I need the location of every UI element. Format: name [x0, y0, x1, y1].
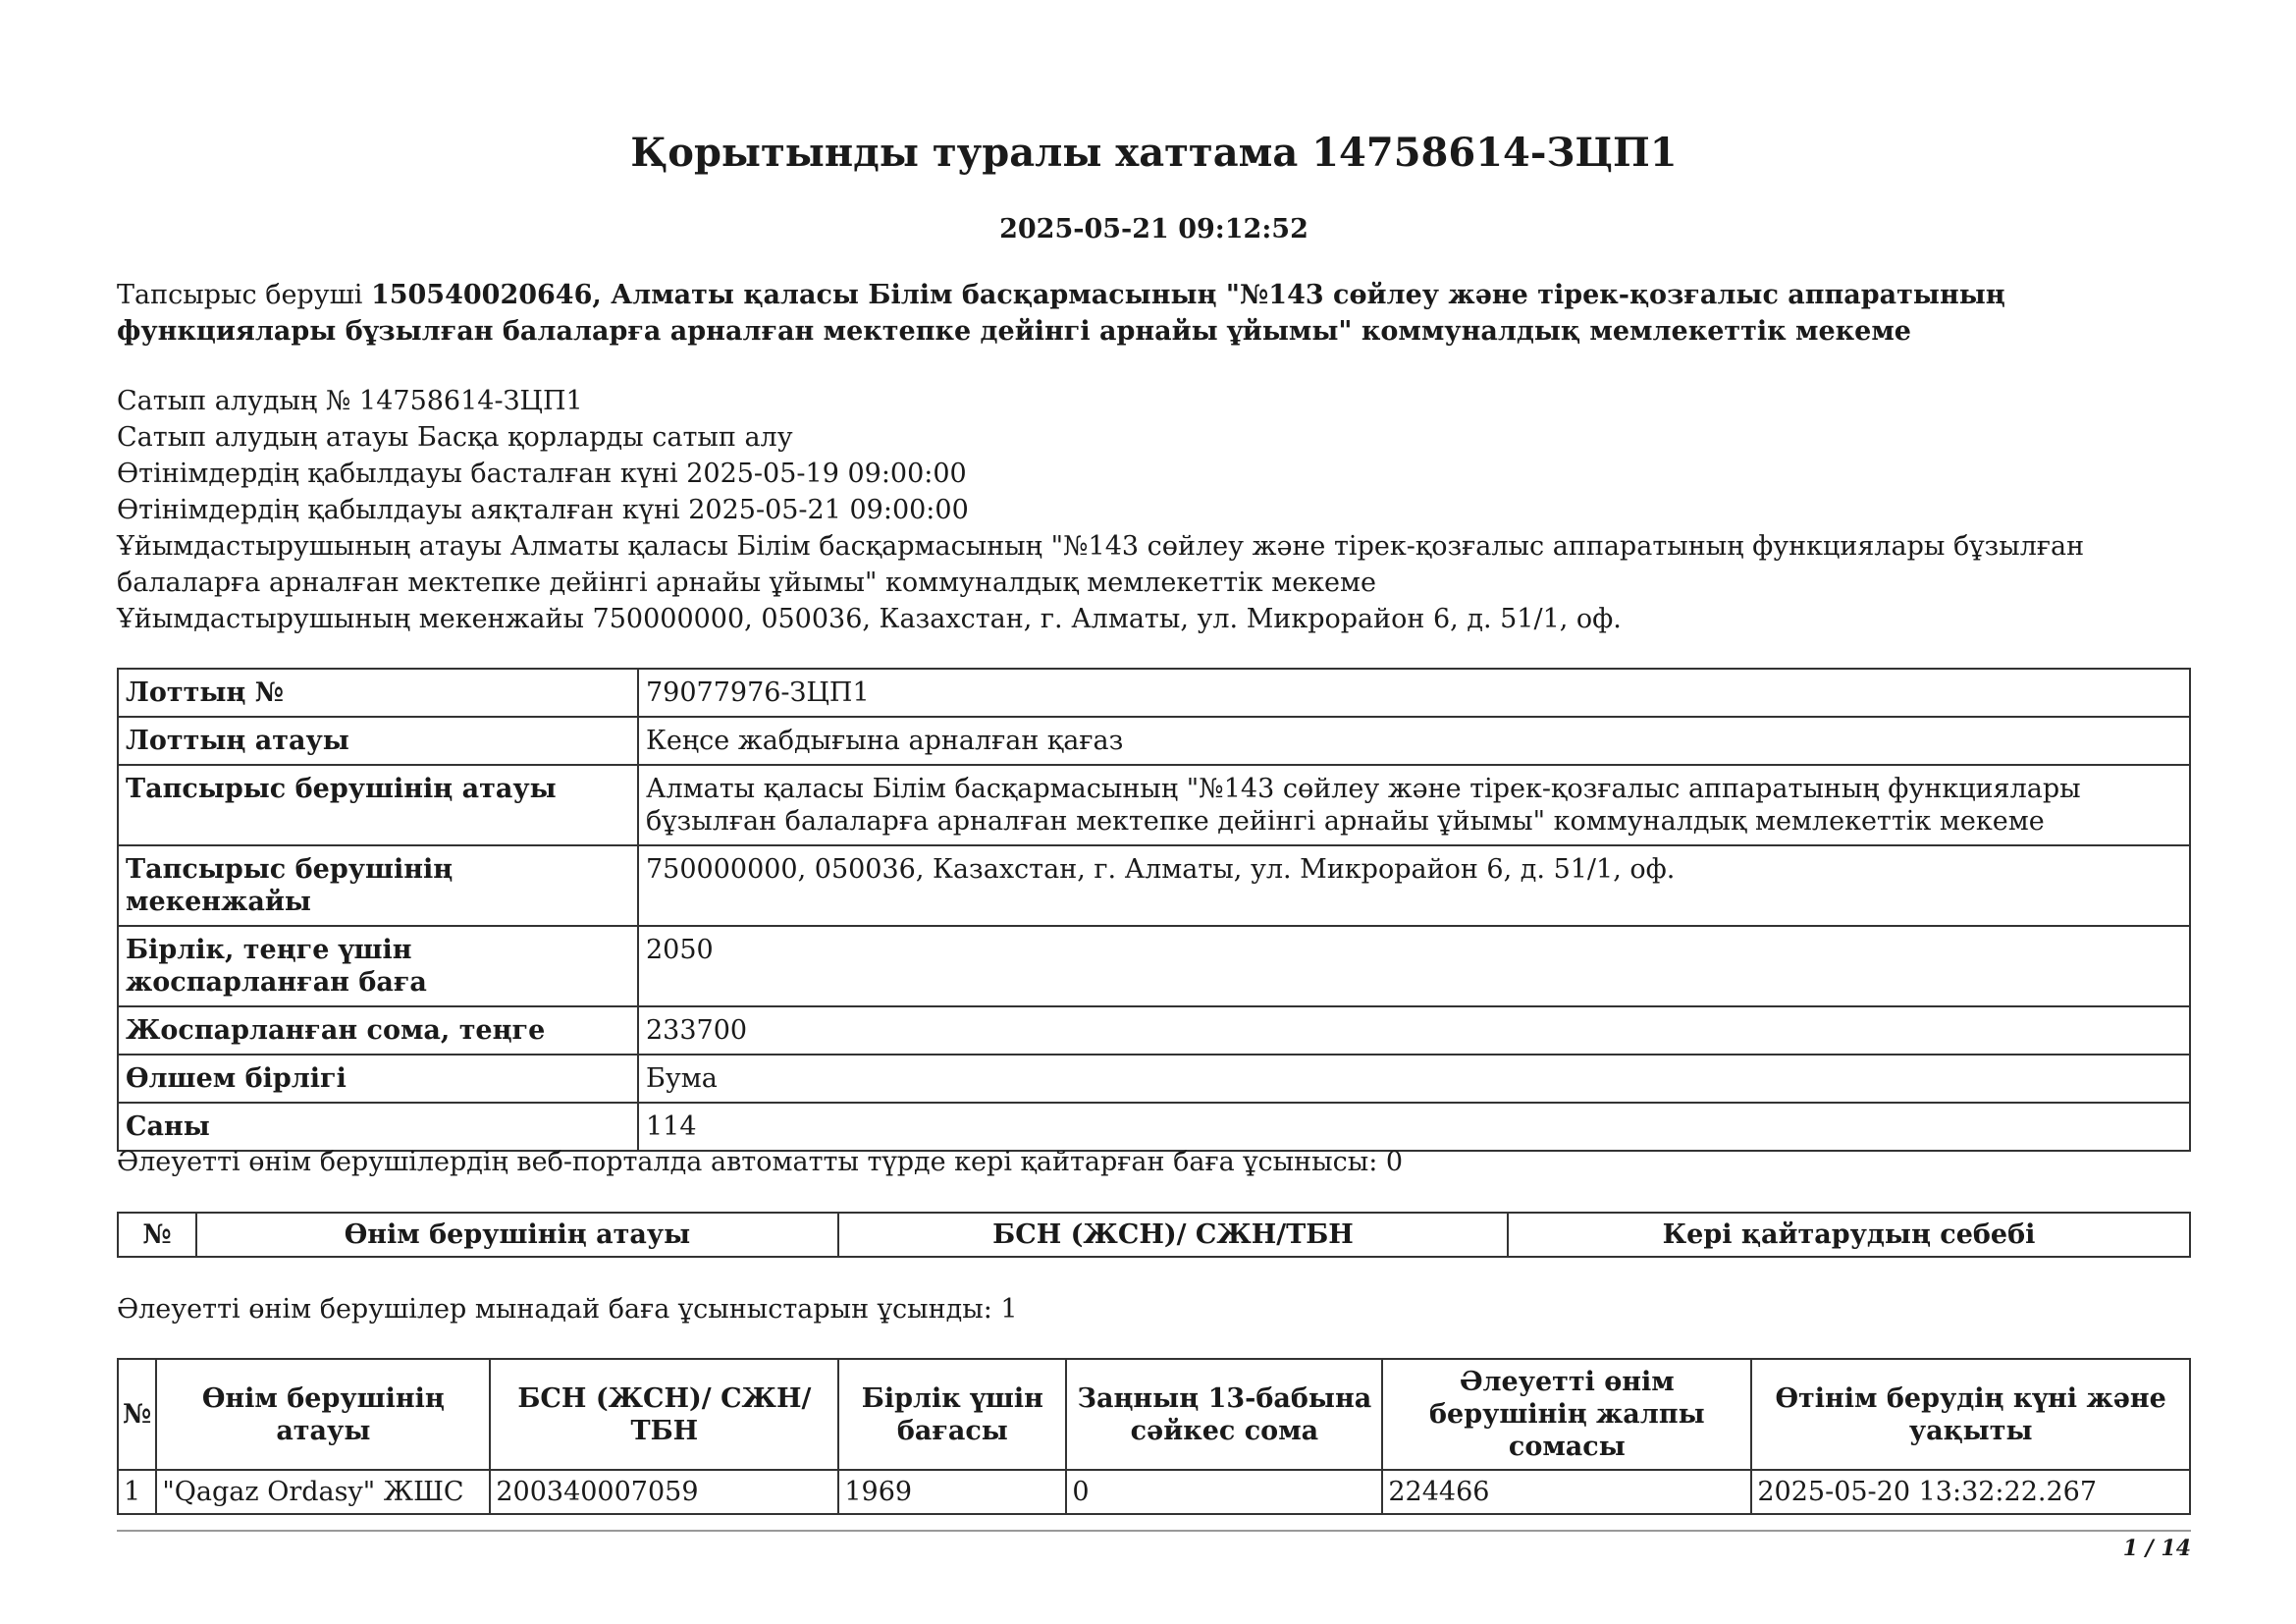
page-number: 1 / 14	[2122, 1536, 2191, 1561]
lot-value: Кеңсе жабдығына арналған қағаз	[638, 717, 2190, 765]
lot-key: Тапсырыс берушінің мекенжайы	[118, 845, 638, 926]
info-line: Өтінімдердің қабылдауы аяқталған күні 2025-05-21 09:00:00	[117, 495, 969, 525]
table-cell: 224466	[1382, 1470, 1751, 1514]
table-row	[118, 1103, 2190, 1151]
table-header-row	[118, 1213, 2190, 1257]
column-header: Әлеуетті өнім берушінің жалпы сомасы	[1382, 1359, 1751, 1470]
info-line: Сатып алудың атауы Басқа қорларды сатып алу	[117, 422, 793, 453]
table-row	[118, 845, 2190, 926]
table-row	[118, 1006, 2190, 1055]
table-row	[118, 1470, 2190, 1514]
customer-value: 150540020646, Алматы қаласы Білім басқармасының "№143 сөйлеу және тірек-қозғалыс аппаратының функциялары бұзылған балаларға арналған мектепке дейінгі арнайы ұйымы" коммуналдық мемлекеттік мекеме	[117, 280, 2005, 347]
info-line: Сатып алудың № 14758614-ЗЦП1	[117, 386, 583, 416]
lot-value: 114	[638, 1103, 2190, 1151]
table-header-row	[118, 1359, 2190, 1470]
footer-divider	[117, 1530, 2191, 1532]
lot-key: Саны	[118, 1103, 638, 1151]
returned-offers-table	[117, 1212, 2191, 1258]
table-cell: 0	[1066, 1470, 1382, 1514]
info-line: Ұйымдастырушының атауы Алматы қаласы Білім басқармасының "№143 сөйлеу және тірек-қозғалыс аппаратының функциялары бұзылған балаларға арналған мектепке дейінгі арнайы ұйымы" коммуналдық мемлекеттік мекеме	[117, 531, 2085, 598]
offers-table	[117, 1358, 2191, 1515]
column-header: №	[118, 1359, 156, 1470]
column-header: БСН (ЖСН)/ СЖН/ТБН	[838, 1213, 1508, 1257]
column-header: Кері қайтарудың себебі	[1508, 1213, 2190, 1257]
offers-note: Әлеуетті өнім берушілер мынадай баға ұсыныстарын ұсынды: 1	[117, 1294, 1018, 1325]
table-row	[118, 1055, 2190, 1103]
table-cell: 1	[118, 1470, 156, 1514]
table-cell: 2025-05-20 13:32:22.267	[1751, 1470, 2190, 1514]
column-header: Өнім берушінің атауы	[156, 1359, 490, 1470]
lot-key: Тапсырыс берушінің атауы	[118, 765, 638, 845]
table-row	[118, 717, 2190, 765]
lot-key: Лоттың атауы	[118, 717, 638, 765]
column-header: Бірлік үшін бағасы	[838, 1359, 1066, 1470]
lot-value: 2050	[638, 926, 2190, 1006]
lot-value: Бума	[638, 1055, 2190, 1103]
procurement-info	[117, 383, 2191, 637]
customer-line	[117, 277, 2191, 350]
table-row	[118, 669, 2190, 717]
lot-key: Өлшем бірлігі	[118, 1055, 638, 1103]
column-header: БСН (ЖСН)/ СЖН/ТБН	[490, 1359, 838, 1470]
lot-key: Лоттың №	[118, 669, 638, 717]
table-cell: 1969	[838, 1470, 1066, 1514]
lot-key: Жоспарланған сома, теңге	[118, 1006, 638, 1055]
table-row	[118, 765, 2190, 845]
column-header: №	[118, 1213, 196, 1257]
lot-value: 233700	[638, 1006, 2190, 1055]
returned-offers-note: Әлеуетті өнім берушілердің веб-порталда автоматты түрде кері қайтарған баға ұсынысы: 0	[117, 1147, 1404, 1177]
lot-value: 79077976-ЗЦП1	[638, 669, 2190, 717]
column-header: Заңның 13-бабына сәйкес сома	[1066, 1359, 1382, 1470]
page-title: Қорытынды туралы хаттама 14758614-ЗЦП1	[630, 130, 1678, 176]
lot-value: Алматы қаласы Білім басқармасының "№143 сөйлеу және тірек-қозғалыс аппаратының функциялары бұзылған балаларға арналған мектепке дейінгі арнайы ұйымы" коммуналдық мемлекеттік мекеме	[638, 765, 2190, 845]
info-line: Өтінімдердің қабылдауы басталған күні 2025-05-19 09:00:00	[117, 459, 967, 489]
column-header: Өнім берушінің атауы	[196, 1213, 838, 1257]
lot-value: 750000000, 050036, Казахстан, г. Алматы, ул. Микрорайон 6, д. 51/1, оф.	[638, 845, 2190, 926]
protocol-date: 2025-05-21 09:12:52	[999, 214, 1308, 244]
lot-key: Бірлік, теңге үшін жоспарланған баға	[118, 926, 638, 1006]
table-cell: 200340007059	[490, 1470, 838, 1514]
info-line: Ұйымдастырушының мекенжайы 750000000, 050036, Казахстан, г. Алматы, ул. Микрорайон 6, д. 51/1, оф.	[117, 604, 1622, 634]
column-header: Өтінім берудің күні және уақыты	[1751, 1359, 2190, 1470]
table-cell: "Qagaz Ordasy" ЖШС	[156, 1470, 490, 1514]
lot-table	[117, 668, 2191, 1152]
table-row	[118, 926, 2190, 1006]
customer-label: Тапсырыс беруші	[117, 280, 363, 310]
